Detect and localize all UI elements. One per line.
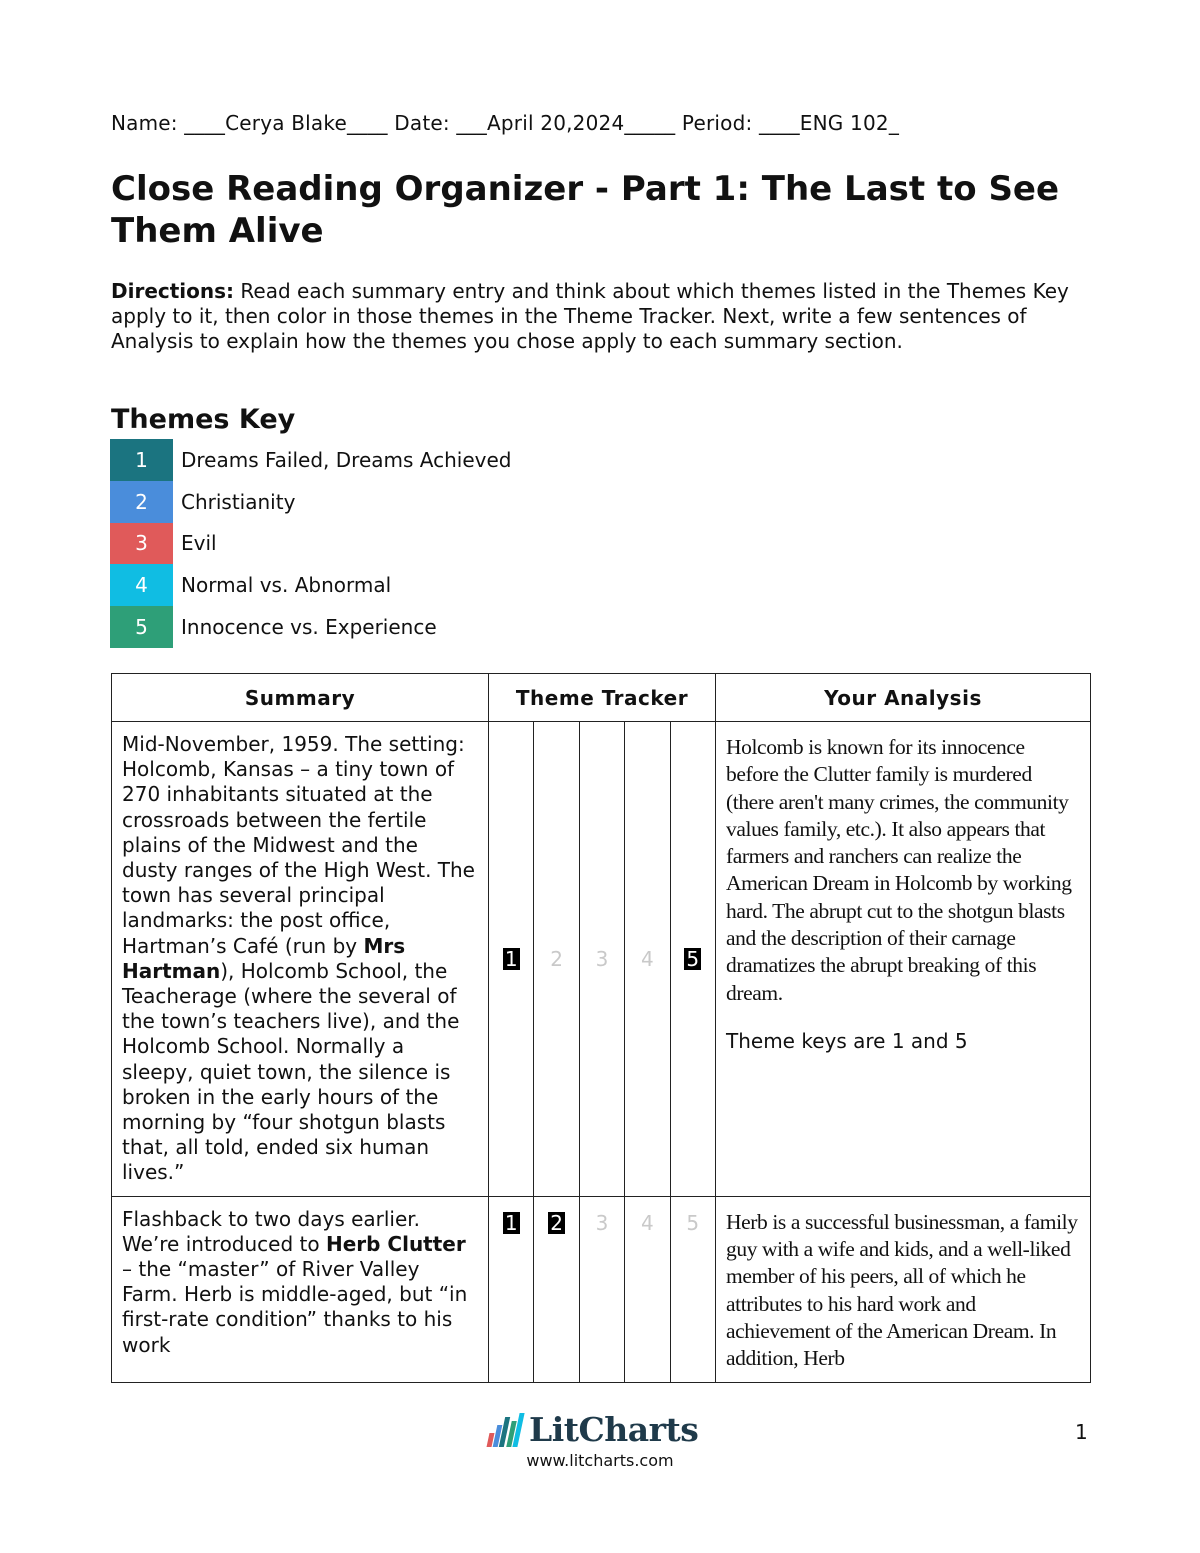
table-row [112,1196,1091,1383]
directions-text: Read each summary entry and think about which themes listed in the Themes Key apply to it, then color in those themes in the Theme Tracker. Next, write a few sentences of Analysis to explain how the themes you chose apply to each summary section. [111,279,1069,353]
directions-label: Directions: [111,279,235,303]
theme-swatch: 5 [110,606,173,648]
theme-mark: 3 [595,946,609,971]
theme-mark: 3 [595,1210,609,1235]
analysis-text: Herb is a successful businessman, a family guy with a wife and kids, and a well-liked member of his peers, all of which he attributes to his hard work and achievement of the American Dream. In addition, Herb [726,1209,1078,1371]
theme-tracker-header: Theme Tracker [489,674,716,722]
summary-bold-name: Herb Clutter [325,1231,466,1256]
logo-text: LitCharts [529,1410,699,1449]
theme-swatch: 3 [110,523,173,565]
theme-tracker-cell[interactable] [534,722,579,1197]
table-header-row [112,674,1091,722]
theme-key-item [110,439,710,481]
summary-cell [112,1196,489,1383]
summary-text: ), Holcomb School, the Teacherage (where the several of the town’s teachers live), and the Holcomb School. Normally a sleepy, quiet town, the silence is broken in the early hours of the morning by “four shotgun blasts that, all told, ended six human lives.” [122,958,460,1185]
theme-mark: 4 [641,1210,654,1235]
summary-cell [112,722,489,1197]
themes-key-heading: Themes Key [111,404,296,435]
theme-key-item [110,564,710,606]
logo-bars-icon [488,1413,523,1447]
analysis-cell[interactable] [716,722,1091,1197]
page-title: Close Reading Organizer - Part 1: The Last to See Them Alive [111,169,1060,251]
table-row [112,722,1091,1197]
theme-tracker-cell[interactable] [489,722,534,1197]
page-number: 1 [1075,1420,1088,1444]
theme-mark: 4 [641,946,654,971]
theme-mark: 2 [550,946,563,971]
footer-url[interactable]: www.litcharts.com [526,1451,674,1470]
analysis-header: Your Analysis [716,674,1091,722]
theme-tracker-cell[interactable] [670,1196,715,1383]
analysis-note: Theme keys are 1 and 5 [726,1028,968,1053]
litcharts-logo[interactable] [488,1410,698,1449]
theme-mark: 2 [550,1210,563,1235]
theme-tracker-cell[interactable] [579,722,624,1197]
theme-mark: 5 [686,946,700,971]
theme-mark: 1 [504,946,518,971]
theme-swatch: 2 [110,481,173,523]
theme-tracker-cell[interactable] [625,1196,670,1383]
theme-key-item [110,606,710,648]
theme-swatch: 1 [110,439,173,481]
summary-text: – the “master” of River Valley Farm. Herb is middle-aged, but “in first-rate condition” thanks to his work [122,1257,468,1357]
theme-label: Dreams Failed, Dreams Achieved [181,447,512,472]
theme-tracker-cell[interactable] [489,1196,534,1383]
analysis-cell[interactable] [716,1196,1091,1383]
theme-key-item [110,481,710,523]
organizer-table [111,673,1091,1383]
theme-tracker-cell[interactable] [534,1196,579,1383]
summary-bold-name: Mrs Hartman [122,933,406,983]
theme-tracker-cell[interactable] [579,1196,624,1383]
summary-text: Mid-November, 1959. The setting: Holcomb, Kansas – a tiny town of 270 inhabitants situated at the crossroads between the fertile plains of the Midwest and the dusty ranges of the High West. The town has several principal landmarks: the post office, Hartman’s Café (run by [122,732,475,958]
theme-tracker-cell[interactable] [625,722,670,1197]
theme-swatch: 4 [110,564,173,606]
theme-label: Christianity [181,489,296,514]
student-info-line: Name: ____Cerya Blake____ Date: ___April 20,2024_____ Period: ____ENG 102_ [111,111,900,135]
summary-text: Flashback to two days earlier. We’re introduced to [122,1206,421,1256]
theme-label: Normal vs. Abnormal [181,573,392,598]
themes-key-list [110,439,710,648]
analysis-text: Holcomb is known for its innocence before the Clutter family is murdered (there aren't many crimes, the community values family, etc.). It also appears that farmers and ranchers can realize the American Dream in Holcomb by working hard. The abrupt cut to the shotgun blasts and the description of their carnage dramatizes the abrupt breaking of this dream. [726,735,1072,1005]
theme-mark: 5 [686,1210,700,1235]
theme-mark: 1 [504,1210,518,1235]
theme-tracker-cell[interactable] [670,722,715,1197]
theme-label: Innocence vs. Experience [181,615,437,640]
theme-label: Evil [181,531,217,556]
theme-key-item [110,523,710,565]
directions [111,279,1086,354]
summary-header: Summary [112,674,489,722]
